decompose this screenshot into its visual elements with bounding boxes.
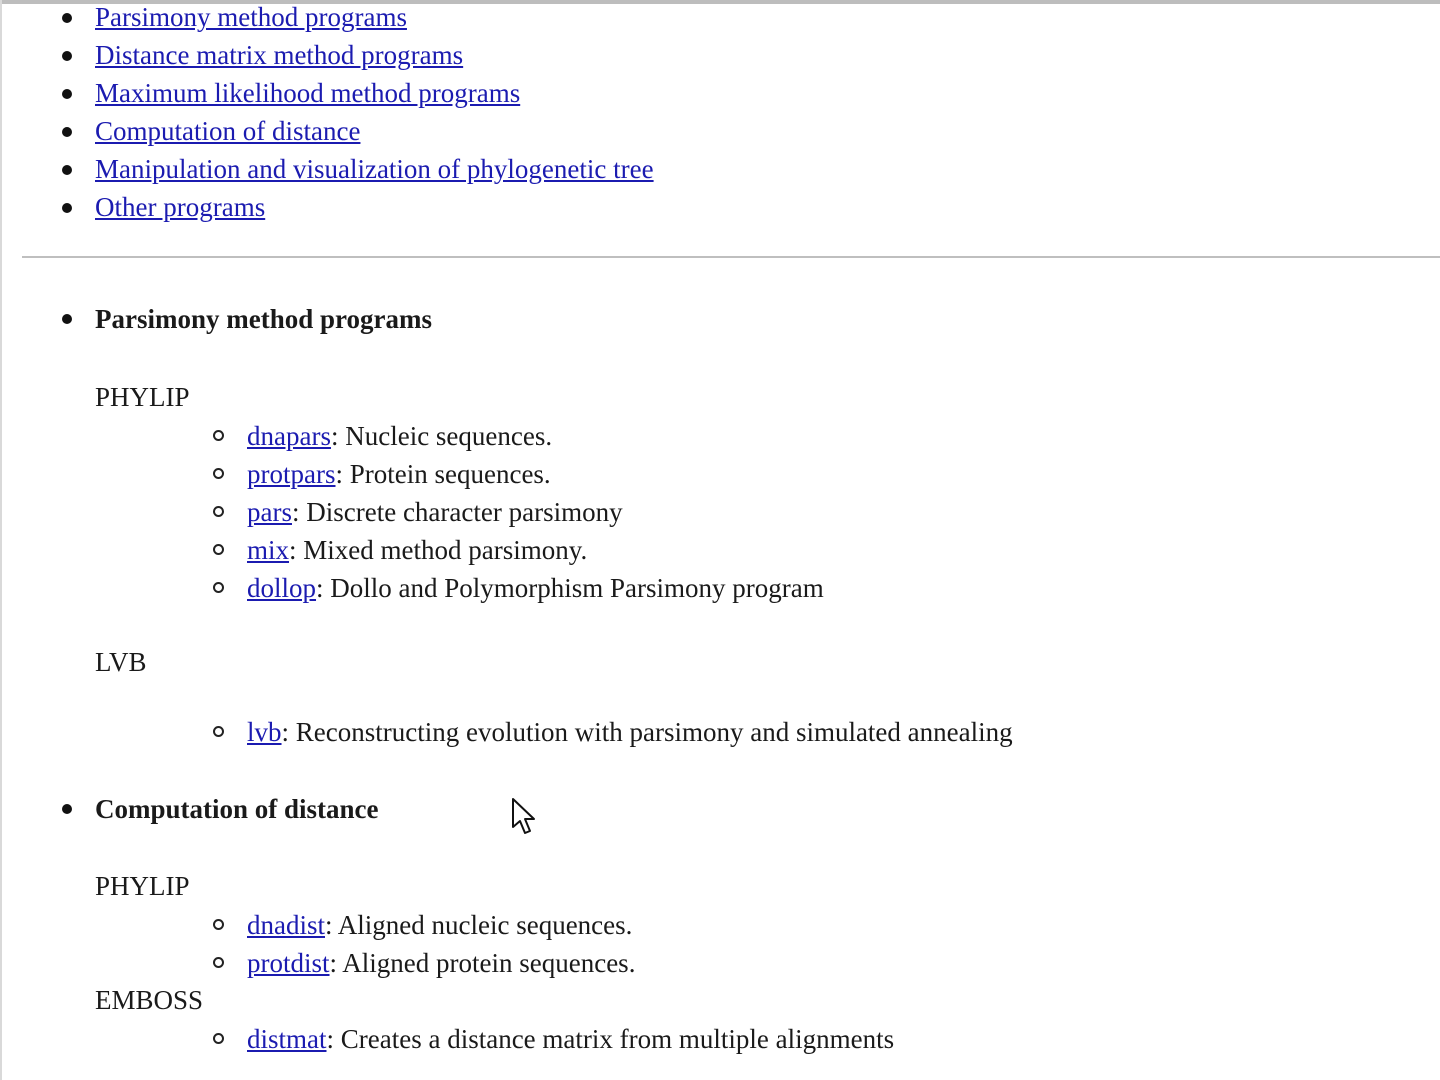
section-heading-parsimony: Parsimony method programs — [95, 304, 432, 334]
program-link-dollop[interactable]: dollop — [247, 573, 317, 603]
program-link-protdist[interactable]: protdist — [247, 948, 330, 978]
toc-link-tree-visualization[interactable]: Manipulation and visualization of phylogenetic tree — [95, 154, 654, 184]
toc-link-computation-of-distance[interactable]: Computation of distance — [95, 116, 361, 146]
list-item — [2, 906, 635, 944]
program-link-distmat[interactable]: distmat — [247, 1024, 327, 1054]
phylip-parsimony-list — [2, 417, 824, 607]
program-description: : Aligned protein sequences. — [329, 948, 636, 978]
program-description: : Discrete character parsimony — [291, 497, 623, 527]
phylip-distance-list — [2, 906, 635, 982]
list-item — [2, 713, 1013, 751]
group-label-emboss: EMBOSS — [95, 985, 204, 1015]
list-item — [2, 1020, 894, 1058]
program-description: : Reconstructing evolution with parsimony and simulated annealing — [281, 717, 1013, 747]
table-of-contents — [2, 0, 654, 226]
toc-item-distance-matrix — [2, 36, 654, 74]
emboss-list — [2, 1020, 894, 1058]
list-item — [2, 493, 824, 531]
toc-item-parsimony — [2, 0, 654, 36]
list-item — [2, 944, 635, 982]
program-link-mix[interactable]: mix — [247, 535, 290, 565]
lvb-list — [2, 713, 1013, 751]
program-description: : Mixed method parsimony. — [289, 535, 588, 565]
program-description: : Creates a distance matrix from multiple alignments — [326, 1024, 895, 1054]
program-link-protpars[interactable]: protpars — [247, 459, 336, 489]
toc-item-maximum-likelihood — [2, 74, 654, 112]
program-description: : Dollo and Polymorphism Parsimony program — [316, 573, 824, 603]
toc-link-other-programs[interactable]: Other programs — [95, 192, 266, 222]
group-label-lvb: LVB — [95, 647, 147, 677]
toc-item-other-programs — [2, 188, 654, 226]
program-link-pars[interactable]: pars — [247, 497, 292, 527]
toc-item-computation-of-distance — [2, 112, 654, 150]
toc-link-parsimony[interactable]: Parsimony method programs — [95, 2, 407, 32]
list-item — [2, 417, 824, 455]
mouse-pointer-icon — [511, 797, 537, 837]
list-item — [2, 569, 824, 607]
program-description: : Aligned nucleic sequences. — [325, 910, 633, 940]
program-description: : Protein sequences. — [335, 459, 551, 489]
toc-link-maximum-likelihood[interactable]: Maximum likelihood method programs — [95, 78, 521, 108]
program-link-lvb[interactable]: lvb — [247, 717, 282, 747]
toc-link-distance-matrix[interactable]: Distance matrix method programs — [95, 40, 464, 70]
program-description: : Nucleic sequences. — [330, 421, 553, 451]
list-item — [2, 531, 824, 569]
group-label-phylip: PHYLIP — [95, 382, 190, 412]
program-link-dnadist[interactable]: dnadist — [247, 910, 325, 940]
list-item — [2, 455, 824, 493]
group-label-phylip: PHYLIP — [95, 871, 190, 901]
toc-item-tree-visualization — [2, 150, 654, 188]
program-link-dnapars[interactable]: dnapars — [247, 421, 331, 451]
horizontal-divider — [22, 256, 1440, 258]
section-heading-computation-of-distance: Computation of distance — [95, 794, 379, 824]
